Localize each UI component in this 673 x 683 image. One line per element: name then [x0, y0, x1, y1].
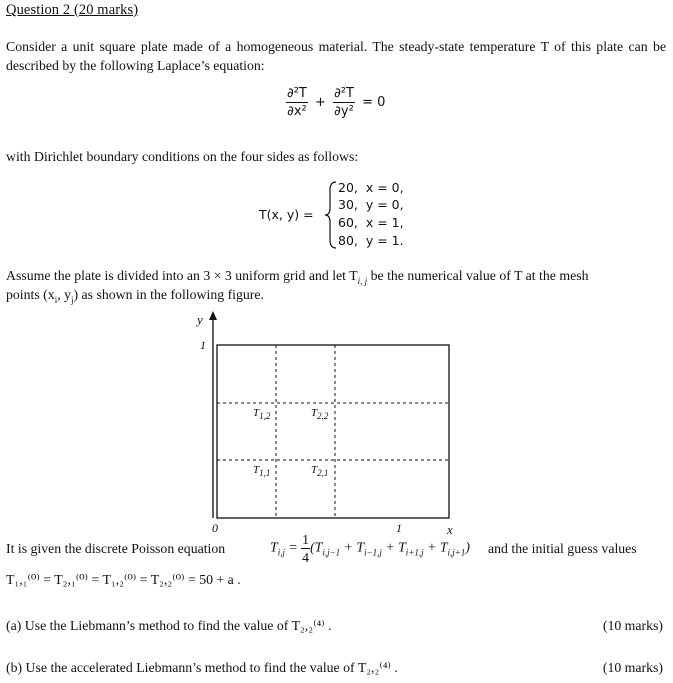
node-t11: $T_{1,1}$	[253, 464, 271, 479]
y-axis-arrow-icon	[209, 311, 217, 320]
bc-case-3: 60, x = 1,	[338, 215, 404, 230]
node-t22: $T_{2,2}$	[311, 407, 329, 422]
poisson-post: and the initial guess values	[488, 541, 637, 556]
part-b: (b) Use the accelerated Liebmann’s method to find the value of T₂,₂⁽⁴⁾ .	[6, 660, 398, 675]
laplace-equation: $\frac{\text{∂²T}}{\text{∂x²}}$ + $\frac{\text{∂²T}}{\text{∂y²}}$ = 0	[287, 86, 386, 119]
x-axis-label: x	[447, 522, 453, 537]
bc-case-1: 20, x = 0,	[338, 180, 404, 195]
y-axis-label: y	[197, 312, 203, 327]
initial-guess: T₁,₁⁽⁰⁾ = T₂,₁⁽⁰⁾ = T₁,₂⁽⁰⁾ = T₂,₂⁽⁰⁾ = 50 + a .	[6, 572, 241, 587]
plate-boundary	[217, 345, 449, 518]
intro-paragraph: Consider a unit square plate made of a homogeneous material. The steady-state temperature T of this plate can be described by the following Laplace’s equation:	[6, 39, 666, 73]
fraction-d2t-dx2: $\frac{\text{∂²T}}{\text{∂x²}}$	[287, 86, 307, 119]
node-t21: $T_{2,1}$	[311, 464, 329, 479]
part-a-marks: (10 marks)	[602, 618, 663, 633]
poisson-intro: It is given the discrete Poisson equation	[6, 541, 226, 556]
origin-label: 0	[212, 521, 218, 535]
mesh-figure	[195, 308, 465, 540]
bc-case-4: 80, y = 1.	[338, 233, 404, 248]
bc-case-2: 30, y = 0,	[338, 197, 404, 212]
part-b-marks: (10 marks)	[602, 660, 663, 675]
part-a: (a) Use the Liebmann’s method to find the value of T₂,₂⁽⁴⁾ .	[6, 618, 332, 633]
brace-icon	[324, 180, 338, 250]
grid-intro-line1: Assume the plate is divided into an 3 × 3 uniform grid and let $T_{i, j}$ be the numerical value of T at the mesh	[6, 268, 589, 286]
y-one-label: 1	[200, 338, 206, 352]
node-t12: $T_{1,2}$	[253, 407, 271, 422]
grid-intro-line2: points ($x_i$, $y_j$) as shown in the following figure.	[6, 287, 264, 305]
bc-lhs: T(x, y) =	[259, 207, 314, 222]
fraction-d2t-dy2: $\frac{\text{∂²T}}{\text{∂y²}}$	[334, 86, 354, 119]
x-one-label: 1	[396, 521, 402, 535]
bc-intro: with Dirichlet boundary conditions on the four sides as follows:	[6, 149, 359, 164]
question-title: Question 2 (20 marks)	[6, 2, 139, 18]
poisson-equation: $T_{i,j}$ = $\frac{1}{4}$ $(T_{i,j-1} + T_{i-1,j} + T_{i+1,j} + T_{i,j+1})$	[270, 532, 470, 565]
